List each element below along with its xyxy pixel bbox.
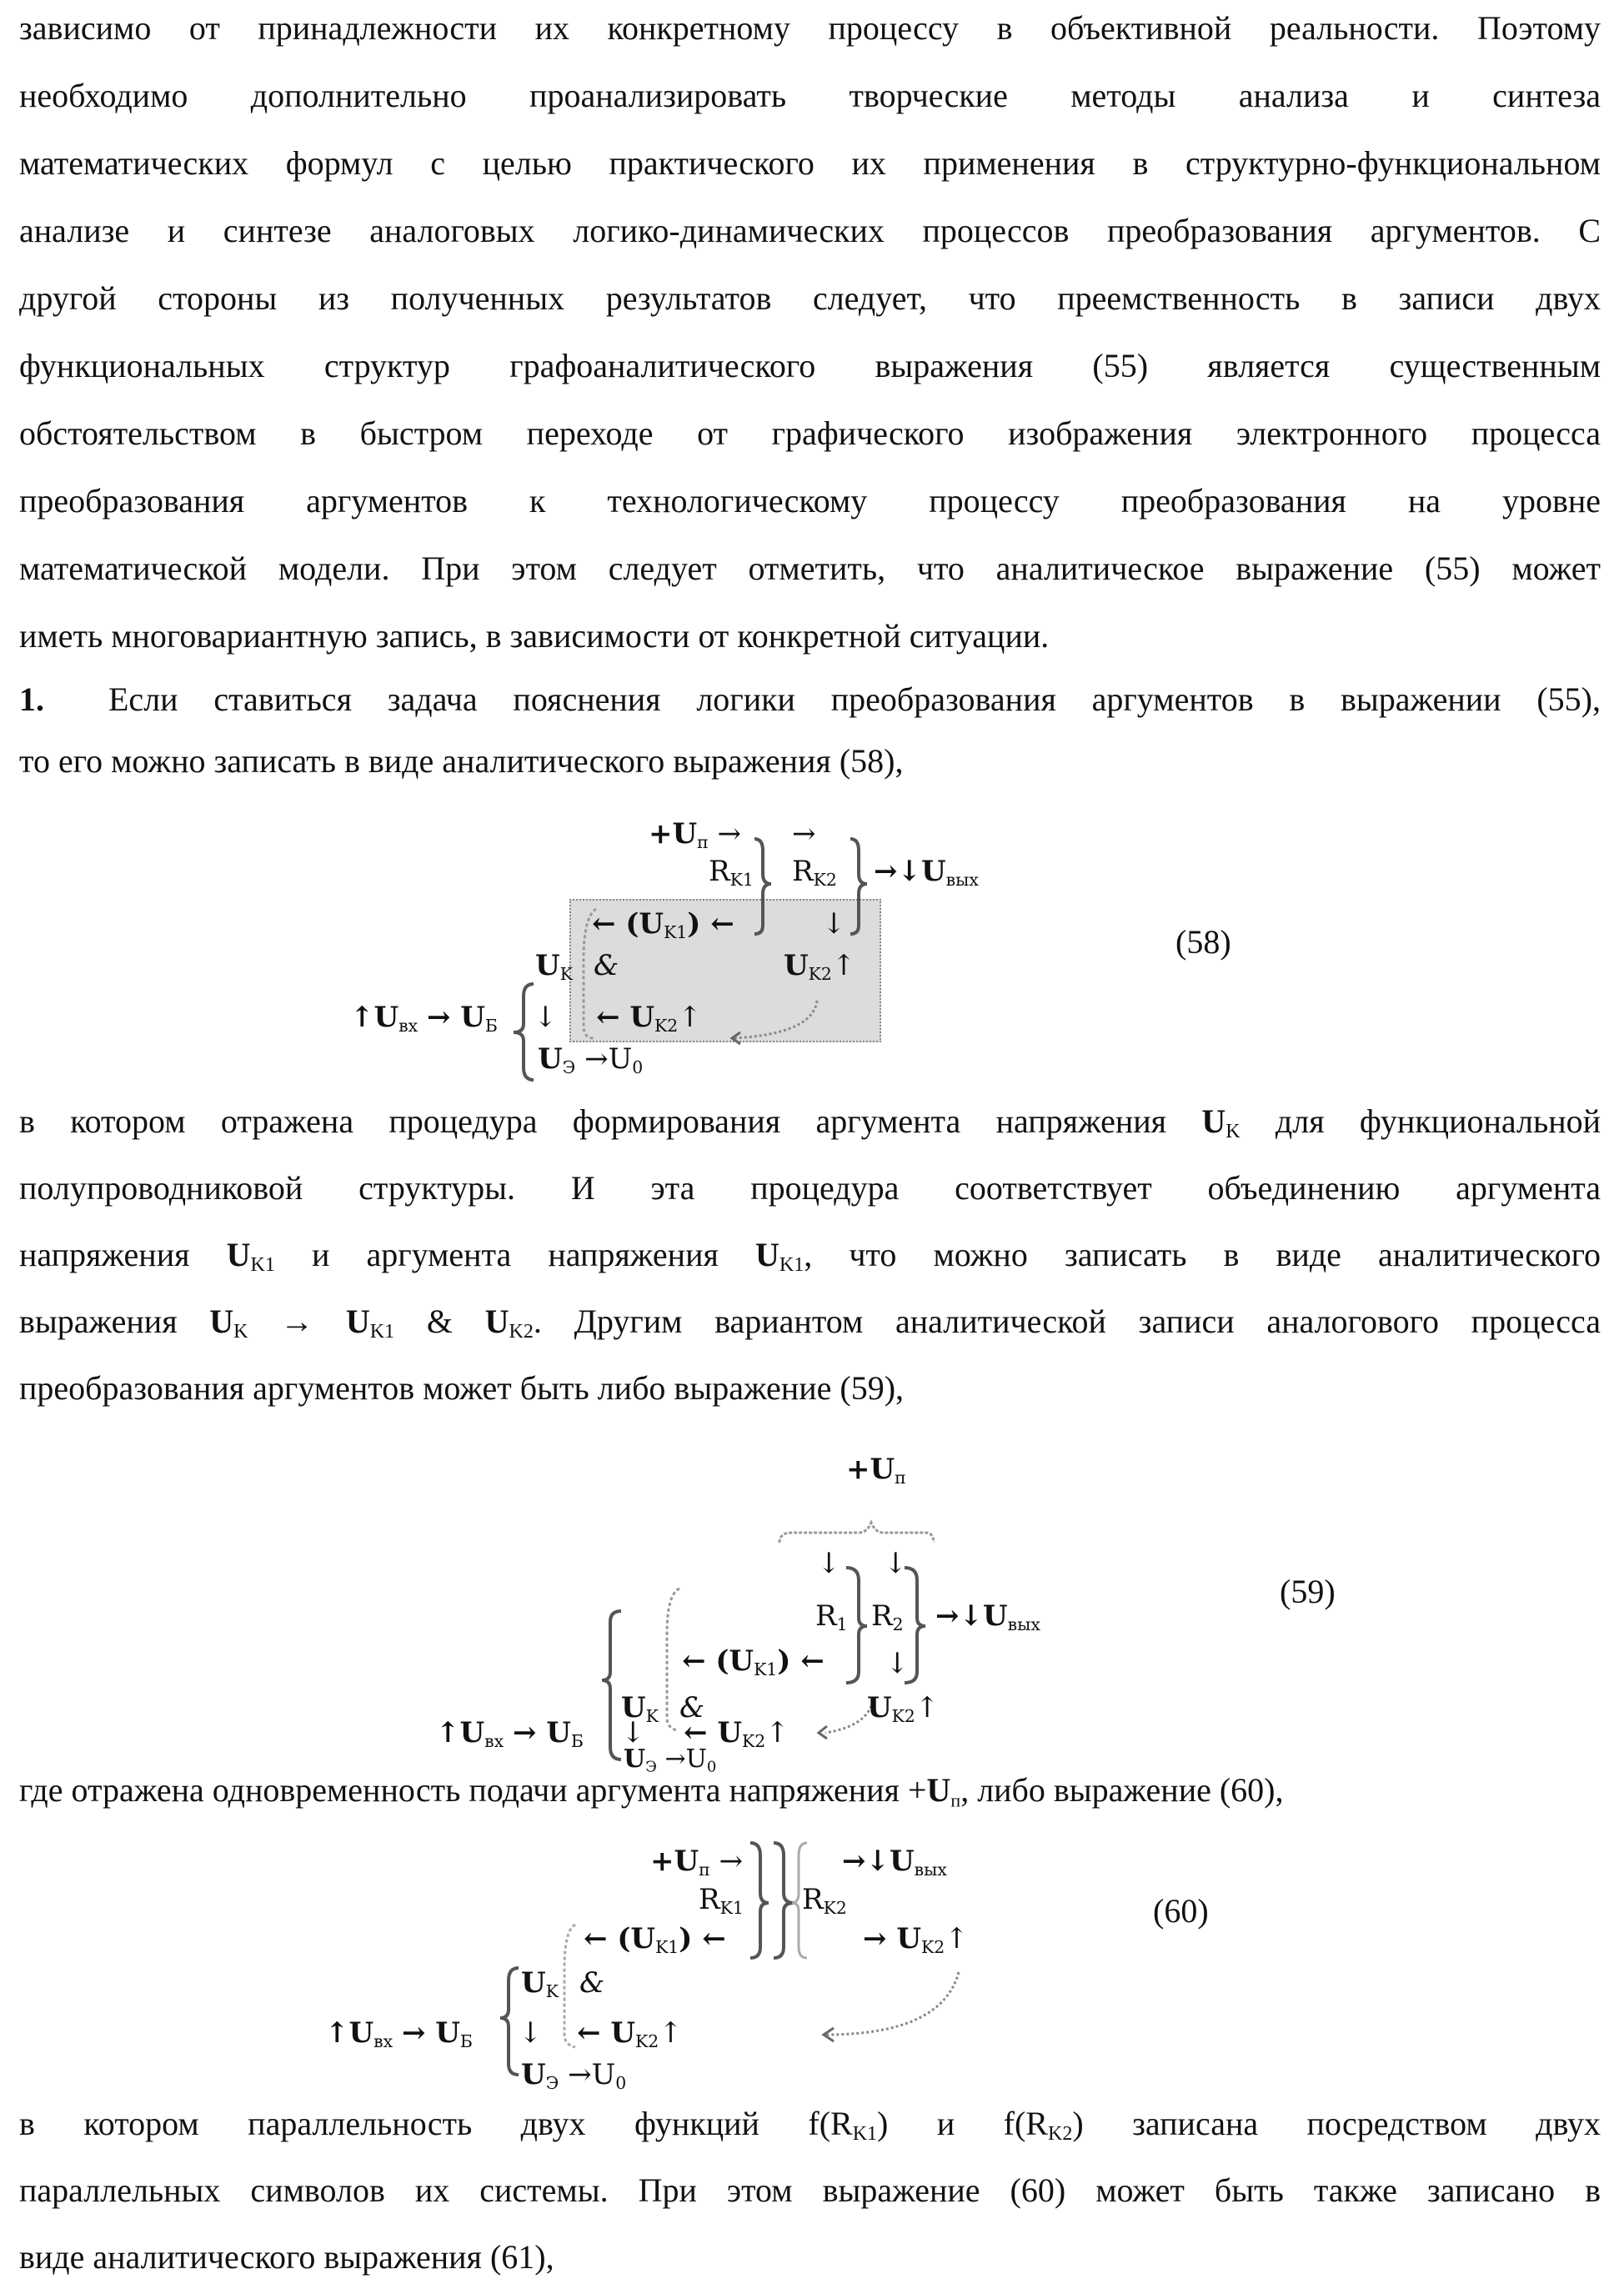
- formula-term: R1: [815, 1599, 848, 1641]
- formula-term: +Uп →: [649, 817, 741, 859]
- text-line: где отражена одновременность подачи аргумента напряжения +Uп, либо выражение (60),: [19, 1770, 1601, 1821]
- formula-term: → UK2↑: [863, 1922, 969, 1964]
- formula-term: &: [579, 1966, 604, 2000]
- equation-number: (58): [1175, 922, 1231, 962]
- formula-term: ↓: [534, 1001, 558, 1034]
- formula-term: &: [679, 1691, 704, 1724]
- formula-term: ↑Uвх → UБ: [436, 1716, 584, 1758]
- text-line: выражения UK → UK1 & UK2. Другим вариантом аналитической записи аналогового процесса: [19, 1302, 1601, 1352]
- formula-term: ↓: [822, 907, 846, 941]
- formula-term: →: [792, 817, 816, 851]
- formula-term: UK: [521, 1966, 559, 2008]
- text-line: обстоятельством в быстром переходе от графического изображения электронного процесса: [19, 414, 1601, 454]
- text-line: зависимо от принадлежности их конкретному процессу в объективной реальности. Поэтому: [19, 8, 1601, 48]
- formula-term: ← (UK1) ←: [682, 1644, 825, 1686]
- formula-term: →↓Uвых: [935, 1599, 1040, 1641]
- text-line: напряжения UK1 и аргумента напряжения UK1, что можно записать в виде аналитического: [19, 1235, 1601, 1285]
- formula-shaded-region: [556, 1841, 880, 1963]
- text-line: функциональных структур графоаналитического выражения (55) является существенным: [19, 346, 1601, 386]
- formula-term: UK2↑: [867, 1691, 939, 1733]
- list-item-text: Если ставиться задача пояснения логики преобразования аргументов в выражении (55),: [108, 680, 1601, 720]
- formula-term: RK2: [792, 855, 837, 896]
- text-line: в котором отражена процедура формирования аргумента напряжения UK для функциональной: [19, 1102, 1601, 1152]
- formula-term: ↓: [621, 1716, 645, 1749]
- formula-term: ↓: [519, 2016, 543, 2050]
- formula-term: ↑Uвх → UБ: [325, 2016, 473, 2058]
- formula-term: R2: [871, 1599, 904, 1641]
- formula-term: ← (UK1) ←: [592, 907, 734, 949]
- formula-term: UЭ →U0: [538, 1042, 643, 1084]
- formula-term: ← UK2↑: [596, 1001, 702, 1042]
- formula-term: UЭ →U0: [624, 1743, 716, 1784]
- formula-term: &: [594, 949, 619, 982]
- text-line: другой стороны из полученных результатов следует, что преемственность в записи двух: [19, 279, 1601, 319]
- formula-term: UK2↑: [784, 949, 855, 991]
- equation-number: (59): [1280, 1572, 1336, 1612]
- list-item-number: 1.: [19, 680, 44, 720]
- formula-shaded-region: [654, 1444, 969, 1731]
- text-line: полупроводниковой структуры. И эта процедура соответствует объединению аргумента: [19, 1168, 1601, 1208]
- text-line: параллельных символов их системы. При этом выражение (60) может быть также записано в: [19, 2171, 1601, 2211]
- text-line: преобразования аргументов может быть либо выражение (59),: [19, 1368, 1601, 1408]
- formula-term: ← UK2↑: [684, 1716, 789, 1758]
- text-line: необходимо дополнительно проанализировать творческие методы анализа и синтеза: [19, 76, 1601, 116]
- formula-term: +Uп →: [650, 1845, 743, 1886]
- formula-term: →↓Uвых: [842, 1845, 947, 1886]
- text-line: иметь многовариантную запись, в зависимости от конкретной ситуации.: [19, 616, 1601, 656]
- formula-term: ← UK2↑: [577, 2016, 683, 2058]
- formula-term: ↓: [885, 1647, 910, 1680]
- formula-term: ↓: [817, 1547, 841, 1580]
- text-line: в котором параллельность двух функций f(RK1) и f(RK2) записана посредством двух: [19, 2104, 1601, 2154]
- text-line: виде аналитического выражения (61),: [19, 2237, 1601, 2277]
- formula-shaded-region: [569, 899, 881, 1042]
- text-line: математической модели. При этом следует отметить, что аналитическое выражение (55) может: [19, 549, 1601, 589]
- formula-term: ← (UK1) ←: [584, 1922, 726, 1964]
- text-line: преобразования аргументов к технологическому процессу преобразования на уровне: [19, 481, 1601, 521]
- formula-term: +Uп: [846, 1453, 906, 1494]
- formula-term: ↓: [884, 1547, 908, 1580]
- text-line: анализе и синтезе аналоговых логико-динамических процессов преобразования аргументов. С: [19, 211, 1601, 251]
- formula-term: UЭ →U0: [521, 2058, 626, 2100]
- equation-number: (60): [1153, 1891, 1209, 1931]
- formula-term: →↓Uвых: [874, 855, 979, 896]
- formula-term: UK: [535, 949, 573, 991]
- formula-term: RK1: [709, 855, 754, 896]
- text-line: то его можно записать в виде аналитического выражения (58),: [19, 741, 1601, 781]
- formula-term: RK1: [699, 1883, 744, 1925]
- formula-term: ↑Uвх → UБ: [350, 1001, 498, 1042]
- formula-term: RK2: [802, 1883, 847, 1925]
- formula-term: UK: [621, 1691, 659, 1733]
- text-line: математических формул с целью практического их применения в структурно-функциональном: [19, 143, 1601, 183]
